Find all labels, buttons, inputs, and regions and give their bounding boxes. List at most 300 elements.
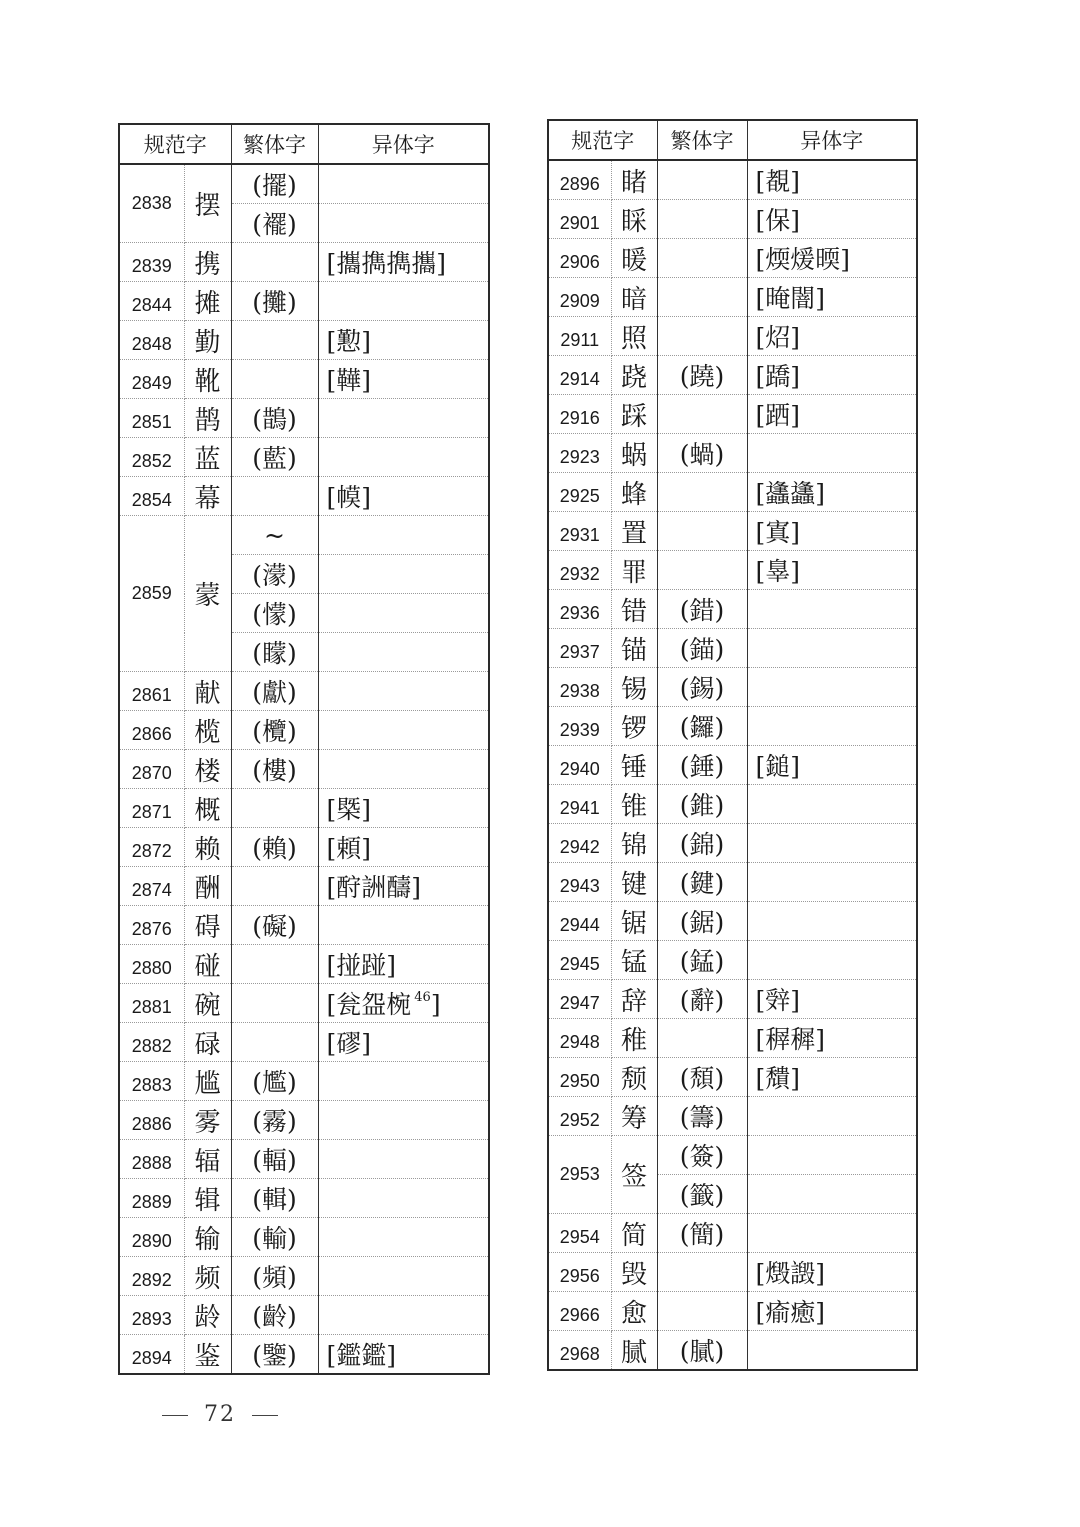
variant-chars xyxy=(318,984,489,1023)
variant-chars: [燬譭] xyxy=(747,1253,917,1292)
standard-char: 碗 xyxy=(184,984,231,1023)
char-number: 2859 xyxy=(119,516,184,672)
variant-chars xyxy=(318,1179,489,1218)
standard-char: 辞 xyxy=(611,980,657,1019)
traditional-char xyxy=(231,360,318,399)
standard-char: 鉴 xyxy=(184,1335,231,1375)
traditional-char: (輸) xyxy=(231,1218,318,1257)
char-number: 2968 xyxy=(548,1331,611,1371)
char-number: 2938 xyxy=(548,668,611,707)
table-row xyxy=(119,1218,489,1257)
char-number: 2954 xyxy=(548,1214,611,1253)
char-number: 2881 xyxy=(119,984,184,1023)
variant-chars xyxy=(318,1101,489,1140)
char-number: 2943 xyxy=(548,863,611,902)
table-row xyxy=(548,980,917,1019)
standard-char: 携 xyxy=(184,243,231,282)
traditional-char xyxy=(231,477,318,516)
char-number: 2854 xyxy=(119,477,184,516)
character-table-left xyxy=(118,123,490,1375)
table-row xyxy=(548,668,917,707)
table-row xyxy=(119,945,489,984)
variant-chars xyxy=(318,399,489,438)
char-number: 2966 xyxy=(548,1292,611,1331)
traditional-char: (蝸) xyxy=(657,434,747,473)
variant-chars: [槩] xyxy=(318,789,489,828)
char-number: 2953 xyxy=(548,1136,611,1214)
traditional-char xyxy=(657,551,747,590)
standard-char: 概 xyxy=(184,789,231,828)
variant-chars: [瘉癒] xyxy=(747,1292,917,1331)
char-number: 2950 xyxy=(548,1058,611,1097)
table-row xyxy=(119,828,489,867)
variant-chars xyxy=(318,282,489,321)
traditional-char: (錳) xyxy=(657,941,747,980)
char-number: 2936 xyxy=(548,590,611,629)
traditional-char: (鍵) xyxy=(657,863,747,902)
variant-chars xyxy=(747,941,917,980)
standard-char: 尴 xyxy=(184,1062,231,1101)
char-number: 2892 xyxy=(119,1257,184,1296)
table-header-row xyxy=(548,120,917,160)
traditional-char: (錯) xyxy=(657,590,747,629)
standard-char: 锰 xyxy=(611,941,657,980)
variant-chars: [掽踫] xyxy=(318,945,489,984)
table-row xyxy=(548,1136,917,1175)
variant-chars xyxy=(318,1140,489,1179)
traditional-char: (鋸) xyxy=(657,902,747,941)
standard-char: 暖 xyxy=(611,239,657,278)
traditional-char: (頻) xyxy=(231,1257,318,1296)
variant-chars xyxy=(318,594,489,633)
char-number: 2886 xyxy=(119,1101,184,1140)
standard-char: 锡 xyxy=(611,668,657,707)
standard-char: 键 xyxy=(611,863,657,902)
traditional-char xyxy=(657,1292,747,1331)
standard-char: 碍 xyxy=(184,906,231,945)
standard-char: 跷 xyxy=(611,356,657,395)
variant-chars xyxy=(318,1062,489,1101)
char-number: 2849 xyxy=(119,360,184,399)
char-number: 2901 xyxy=(548,200,611,239)
standard-char: 蜂 xyxy=(611,473,657,512)
variant-chars: [晻闇] xyxy=(747,278,917,317)
traditional-char: (簽) xyxy=(657,1136,747,1175)
char-number: 2952 xyxy=(548,1097,611,1136)
table-row xyxy=(548,512,917,551)
table-row xyxy=(548,590,917,629)
variant-chars: [幙] xyxy=(318,477,489,516)
char-number: 2896 xyxy=(548,160,611,200)
char-number: 2945 xyxy=(548,941,611,980)
char-number: 2944 xyxy=(548,902,611,941)
traditional-char xyxy=(231,243,318,282)
variant-chars xyxy=(747,902,917,941)
variant-chars xyxy=(747,1214,917,1253)
standard-char: 筹 xyxy=(611,1097,657,1136)
variant-chars xyxy=(747,668,917,707)
header-standard: 规范字 xyxy=(119,124,231,164)
standard-char: 辐 xyxy=(184,1140,231,1179)
traditional-char xyxy=(231,1023,318,1062)
traditional-char: (錫) xyxy=(657,668,747,707)
character-table-right xyxy=(547,119,918,1371)
char-number: 2925 xyxy=(548,473,611,512)
standard-char: 愈 xyxy=(611,1292,657,1331)
variant-chars xyxy=(747,1136,917,1175)
table-row xyxy=(548,317,917,356)
standard-char: 蜗 xyxy=(611,434,657,473)
variant-chars xyxy=(318,516,489,555)
table-row xyxy=(119,1023,489,1062)
char-number: 2861 xyxy=(119,672,184,711)
variant-chars xyxy=(747,824,917,863)
traditional-char xyxy=(231,867,318,906)
table-row xyxy=(548,1097,917,1136)
traditional-char: (襬) xyxy=(231,204,318,243)
char-number: 2870 xyxy=(119,750,184,789)
traditional-char: (懞) xyxy=(231,594,318,633)
char-number: 2844 xyxy=(119,282,184,321)
variant-chars: [炤] xyxy=(747,317,917,356)
char-number: 2941 xyxy=(548,785,611,824)
table-row xyxy=(119,867,489,906)
dash-decoration xyxy=(162,1415,188,1416)
variant-chars xyxy=(747,1175,917,1214)
traditional-char xyxy=(657,160,747,200)
table-row xyxy=(119,1257,489,1296)
variant-chars: [鞾] xyxy=(318,360,489,399)
traditional-char: (籤) xyxy=(657,1175,747,1214)
variant-chars: [稺穉] xyxy=(747,1019,917,1058)
char-number: 2909 xyxy=(548,278,611,317)
traditional-char: (錐) xyxy=(657,785,747,824)
standard-char: 睹 xyxy=(611,160,657,200)
standard-char: 照 xyxy=(611,317,657,356)
header-standard: 规范字 xyxy=(548,120,657,160)
variant-chars xyxy=(747,707,917,746)
header-variant: 异体字 xyxy=(318,124,489,164)
traditional-char: (矇) xyxy=(231,633,318,672)
standard-char: 幕 xyxy=(184,477,231,516)
char-number: 2883 xyxy=(119,1062,184,1101)
table-row xyxy=(548,434,917,473)
traditional-char xyxy=(657,239,747,278)
char-number: 2923 xyxy=(548,434,611,473)
variant-chars: [蠭蠭] xyxy=(747,473,917,512)
traditional-char: (辭) xyxy=(657,980,747,1019)
variant-chars: [攜擕擕攜] xyxy=(318,243,489,282)
variant-chars: [穨] xyxy=(747,1058,917,1097)
traditional-char xyxy=(657,200,747,239)
variant-chars: [鑑鑑] xyxy=(326,1341,397,1370)
variant-chars xyxy=(318,711,489,750)
traditional-char: (籌) xyxy=(657,1097,747,1136)
traditional-char: (獻) xyxy=(231,672,318,711)
table-row xyxy=(548,863,917,902)
variant-chars xyxy=(747,629,917,668)
table-row xyxy=(548,160,917,200)
traditional-char: (錨) xyxy=(657,629,747,668)
standard-char: 睬 xyxy=(611,200,657,239)
table-row xyxy=(548,902,917,941)
table-row xyxy=(548,239,917,278)
char-number: 2839 xyxy=(119,243,184,282)
standard-char: 错 xyxy=(611,590,657,629)
variant-chars xyxy=(747,863,917,902)
table-row xyxy=(119,906,489,945)
variant-chars xyxy=(747,1097,917,1136)
table-row xyxy=(119,1062,489,1101)
char-number: 2890 xyxy=(119,1218,184,1257)
standard-char: 频 xyxy=(184,1257,231,1296)
traditional-char xyxy=(657,1019,747,1058)
table-row xyxy=(548,1331,917,1371)
traditional-char: (膩) xyxy=(657,1331,747,1371)
traditional-char xyxy=(657,512,747,551)
table-row xyxy=(119,711,489,750)
dash-decoration xyxy=(252,1415,278,1416)
traditional-char: (輯) xyxy=(231,1179,318,1218)
traditional-char: (霧) xyxy=(231,1101,318,1140)
variant-chars xyxy=(318,1218,489,1257)
variant-chars xyxy=(318,1257,489,1296)
table-row xyxy=(548,395,917,434)
traditional-char: (簡) xyxy=(657,1214,747,1253)
table-row xyxy=(548,278,917,317)
char-number: 2880 xyxy=(119,945,184,984)
standard-char: 碰 xyxy=(184,945,231,984)
traditional-char xyxy=(657,278,747,317)
variant-chars: [辤] xyxy=(747,980,917,1019)
traditional-char: (欖) xyxy=(231,711,318,750)
table-row xyxy=(119,399,489,438)
header-variant: 异体字 xyxy=(747,120,917,160)
traditional-char: (鑼) xyxy=(657,707,747,746)
char-number: 2916 xyxy=(548,395,611,434)
variant-chars xyxy=(318,555,489,594)
standard-char: 锥 xyxy=(611,785,657,824)
standard-char: 鹊 xyxy=(184,399,231,438)
standard-char: 靴 xyxy=(184,360,231,399)
char-number: 2866 xyxy=(119,711,184,750)
table-body-right xyxy=(548,160,917,1370)
standard-char: 输 xyxy=(184,1218,231,1257)
standard-char: 辑 xyxy=(184,1179,231,1218)
table-row xyxy=(548,746,917,785)
table-row xyxy=(119,984,489,1023)
table-row xyxy=(119,750,489,789)
char-number: 2932 xyxy=(548,551,611,590)
traditional-char xyxy=(657,317,747,356)
standard-char: 蓝 xyxy=(184,438,231,477)
standard-char: 锯 xyxy=(611,902,657,941)
standard-char: 锣 xyxy=(611,707,657,746)
char-number: 2948 xyxy=(548,1019,611,1058)
variant-chars xyxy=(318,750,489,789)
traditional-char: (濛) xyxy=(231,555,318,594)
standard-char: 献 xyxy=(184,672,231,711)
traditional-char xyxy=(231,984,318,1023)
page-number: 72 xyxy=(204,1402,236,1427)
variant-chars xyxy=(318,672,489,711)
standard-char: 摊 xyxy=(184,282,231,321)
standard-char: 暗 xyxy=(611,278,657,317)
variant-text: [瓮盌椀 xyxy=(326,990,412,1019)
variant-chars: [寘] xyxy=(747,512,917,551)
standard-char: 榄 xyxy=(184,711,231,750)
variant-chars: [鎚] xyxy=(747,746,917,785)
char-number: 2947 xyxy=(548,980,611,1019)
standard-char: 锤 xyxy=(611,746,657,785)
char-number: 2956 xyxy=(548,1253,611,1292)
table-header-row xyxy=(119,124,489,164)
table-row xyxy=(119,360,489,399)
standard-char: 摆 xyxy=(184,164,231,243)
table-row xyxy=(119,1335,489,1375)
variant-chars xyxy=(318,164,489,204)
variant-chars: [辠] xyxy=(747,551,917,590)
traditional-char xyxy=(231,945,318,984)
table-row xyxy=(548,785,917,824)
standard-char: 蒙 xyxy=(184,516,231,672)
traditional-char xyxy=(657,1253,747,1292)
table-row xyxy=(119,438,489,477)
char-number: 2872 xyxy=(119,828,184,867)
traditional-char: (賴) xyxy=(231,828,318,867)
standard-char: 腻 xyxy=(611,1331,657,1371)
footnote-marker: 46 xyxy=(414,990,431,1005)
char-number: 2874 xyxy=(119,867,184,906)
variant-chars xyxy=(747,785,917,824)
table-row xyxy=(119,1140,489,1179)
traditional-char: (攤) xyxy=(231,282,318,321)
char-number: 2911 xyxy=(548,317,611,356)
table-row xyxy=(548,200,917,239)
standard-char: 赖 xyxy=(184,828,231,867)
char-number: 2939 xyxy=(548,707,611,746)
variant-close-bracket: ] xyxy=(430,990,441,1019)
traditional-char xyxy=(657,473,747,512)
traditional-char: (藍) xyxy=(231,438,318,477)
table-row xyxy=(119,282,489,321)
variant-chars xyxy=(318,633,489,672)
standard-char: 雾 xyxy=(184,1101,231,1140)
table-row xyxy=(119,243,489,282)
standard-char: 酬 xyxy=(184,867,231,906)
char-number: 2893 xyxy=(119,1296,184,1335)
standard-char: 签 xyxy=(611,1136,657,1214)
table-row xyxy=(548,1253,917,1292)
char-number: 2906 xyxy=(548,239,611,278)
table-row xyxy=(548,551,917,590)
standard-char: 罪 xyxy=(611,551,657,590)
traditional-char: (鵲) xyxy=(231,399,318,438)
table-row xyxy=(548,473,917,512)
header-traditional: 繁体字 xyxy=(231,124,318,164)
variant-chars: [懃] xyxy=(318,321,489,360)
standard-char: 锦 xyxy=(611,824,657,863)
variant-chars xyxy=(747,590,917,629)
standard-char: 勤 xyxy=(184,321,231,360)
traditional-char: ~ xyxy=(231,516,318,555)
standard-char: 稚 xyxy=(611,1019,657,1058)
standard-char: 龄 xyxy=(184,1296,231,1335)
table-row xyxy=(119,1179,489,1218)
traditional-char xyxy=(231,789,318,828)
standard-char: 置 xyxy=(611,512,657,551)
char-number: 2848 xyxy=(119,321,184,360)
standard-char: 锚 xyxy=(611,629,657,668)
variant-chars: [覩] xyxy=(747,160,917,200)
traditional-char: (礙) xyxy=(231,906,318,945)
variant-chars: [磟] xyxy=(318,1023,489,1062)
variant-chars xyxy=(318,1296,489,1335)
table-row xyxy=(548,356,917,395)
table-row xyxy=(119,321,489,360)
traditional-char: (樓) xyxy=(231,750,318,789)
traditional-char: (頹) xyxy=(657,1058,747,1097)
traditional-char: (尷) xyxy=(231,1062,318,1101)
char-number: 2940 xyxy=(548,746,611,785)
standard-char: 简 xyxy=(611,1214,657,1253)
table-row xyxy=(119,164,489,204)
char-number: 2937 xyxy=(548,629,611,668)
standard-char: 楼 xyxy=(184,750,231,789)
traditional-char: (擺) xyxy=(231,164,318,204)
traditional-char: (蹺) xyxy=(657,356,747,395)
traditional-char xyxy=(657,395,747,434)
traditional-char: (錘) xyxy=(657,746,747,785)
char-number: 2942 xyxy=(548,824,611,863)
table-row xyxy=(548,1019,917,1058)
traditional-char xyxy=(231,321,318,360)
variant-chars xyxy=(318,438,489,477)
table-row xyxy=(548,941,917,980)
variant-chars: [煗煖㬉] xyxy=(747,239,917,278)
table-body-left xyxy=(119,164,489,1374)
variant-chars xyxy=(318,906,489,945)
char-number: 2852 xyxy=(119,438,184,477)
table-row xyxy=(548,629,917,668)
char-number: 2871 xyxy=(119,789,184,828)
table-row xyxy=(548,1214,917,1253)
traditional-char: (鑒) xyxy=(231,1335,318,1375)
char-number: 2931 xyxy=(548,512,611,551)
variant-chars: [跴] xyxy=(747,395,917,434)
standard-char: 碌 xyxy=(184,1023,231,1062)
traditional-char: (齡) xyxy=(231,1296,318,1335)
char-number: 2888 xyxy=(119,1140,184,1179)
char-number: 2889 xyxy=(119,1179,184,1218)
char-number: 2894 xyxy=(119,1335,184,1375)
traditional-char: (錦) xyxy=(657,824,747,863)
table-row xyxy=(548,1292,917,1331)
standard-char: 毁 xyxy=(611,1253,657,1292)
table-row xyxy=(119,1101,489,1140)
table-row xyxy=(119,1296,489,1335)
char-number: 2876 xyxy=(119,906,184,945)
char-number: 2838 xyxy=(119,164,184,243)
table-row xyxy=(548,707,917,746)
variant-chars xyxy=(747,434,917,473)
char-number: 2851 xyxy=(119,399,184,438)
table-row xyxy=(119,789,489,828)
table-row xyxy=(548,1058,917,1097)
standard-char: 颓 xyxy=(611,1058,657,1097)
char-number: 2914 xyxy=(548,356,611,395)
variant-chars: [酧詶醻] xyxy=(318,867,489,906)
